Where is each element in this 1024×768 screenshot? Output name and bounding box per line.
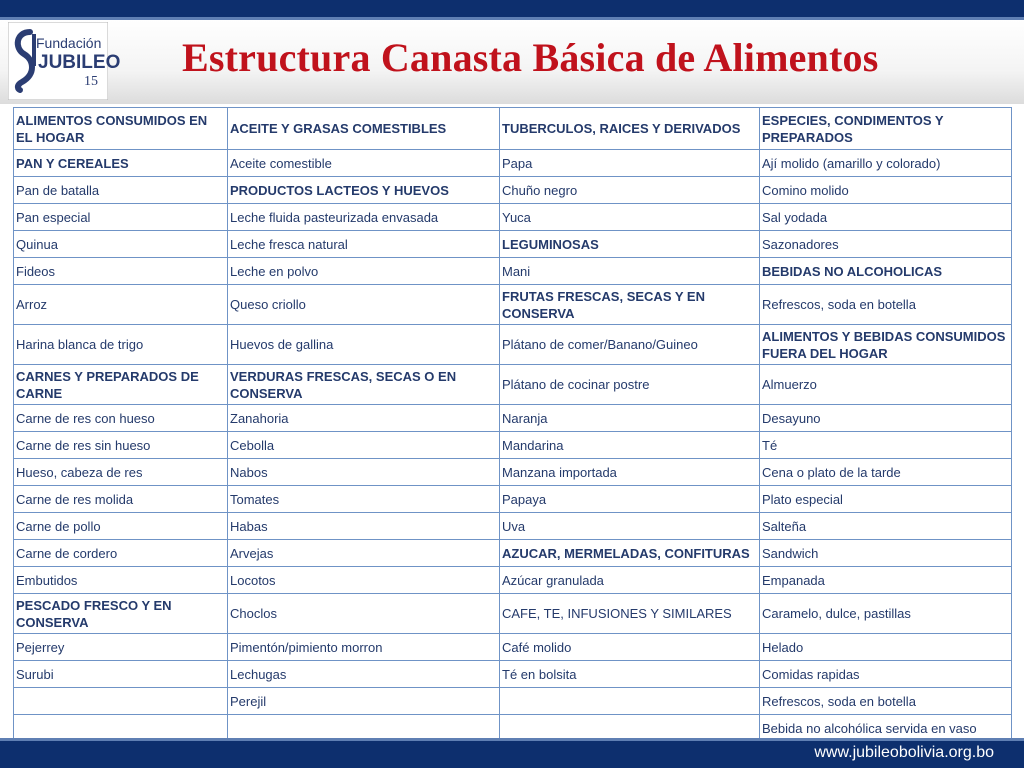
footer-url: www.jubileobolivia.org.bo xyxy=(814,744,994,761)
table-cell: Café molido xyxy=(500,634,760,661)
table-cell: Leche fluida pasteurizada envasada xyxy=(228,204,500,231)
table-cell: Habas xyxy=(228,513,500,540)
table-cell: Carne de pollo xyxy=(14,513,228,540)
table-cell: Nabos xyxy=(228,459,500,486)
table-row xyxy=(14,204,1012,231)
table-cell: Plátano de cocinar postre xyxy=(500,365,760,405)
table-row xyxy=(14,150,1012,177)
logo-text-fundacion: Fundación xyxy=(36,35,102,51)
table-cell: Té xyxy=(760,432,1012,459)
table-cell: PRODUCTOS LACTEOS Y HUEVOS xyxy=(228,177,500,204)
table-row xyxy=(14,594,1012,634)
table-cell: Arroz xyxy=(14,285,228,325)
table-cell: Carne de res molida xyxy=(14,486,228,513)
table-cell: Carne de res con hueso xyxy=(14,405,228,432)
table-cell: Zanahoria xyxy=(228,405,500,432)
table-cell: Sandwich xyxy=(760,540,1012,567)
table-cell: Plato especial xyxy=(760,486,1012,513)
table-cell: Naranja xyxy=(500,405,760,432)
table-cell: PESCADO FRESCO Y EN CONSERVA xyxy=(14,594,228,634)
food-basket-table xyxy=(13,107,1012,742)
table-cell: Ají molido (amarillo y colorado) xyxy=(760,150,1012,177)
table-header-row xyxy=(14,108,1012,150)
table-cell: CARNES Y PREPARADOS DE CARNE xyxy=(14,365,228,405)
table-cell: Mandarina xyxy=(500,432,760,459)
table-cell: ALIMENTOS CONSUMIDOS EN EL HOGAR xyxy=(14,108,228,150)
table-cell xyxy=(14,688,228,715)
table-cell: ESPECIES, CONDIMENTOS Y PREPARADOS xyxy=(760,108,1012,150)
table-cell: Yuca xyxy=(500,204,760,231)
logo-text-years: 15 xyxy=(84,74,98,89)
table-cell: Locotos xyxy=(228,567,500,594)
table-row xyxy=(14,634,1012,661)
table-cell: Comidas rapidas xyxy=(760,661,1012,688)
logo-text-jubileo: JUBILEO xyxy=(38,52,121,73)
table-cell: Arvejas xyxy=(228,540,500,567)
table-cell: Lechugas xyxy=(228,661,500,688)
table-row xyxy=(14,432,1012,459)
table-cell: Surubi xyxy=(14,661,228,688)
table-cell: Queso criollo xyxy=(228,285,500,325)
table-row xyxy=(14,405,1012,432)
table-cell: Chuño negro xyxy=(500,177,760,204)
food-basket-table-wrap xyxy=(13,107,1011,742)
table-cell: Bebida no alcohólica servida en vaso xyxy=(760,715,1012,742)
table-cell: Aceite comestible xyxy=(228,150,500,177)
table-cell: Sazonadores xyxy=(760,231,1012,258)
table-cell: LEGUMINOSAS xyxy=(500,231,760,258)
fundacion-jubileo-logo xyxy=(8,22,121,100)
page-title: Estructura Canasta Básica de Alimentos xyxy=(182,35,879,80)
table-cell: Papa xyxy=(500,150,760,177)
table-cell: Comino molido xyxy=(760,177,1012,204)
table-row xyxy=(14,661,1012,688)
table-cell: AZUCAR, MERMELADAS, CONFITURAS xyxy=(500,540,760,567)
table-cell: Carne de cordero xyxy=(14,540,228,567)
table-cell: Sal yodada xyxy=(760,204,1012,231)
table-row xyxy=(14,513,1012,540)
table-row xyxy=(14,567,1012,594)
table-cell: ACEITE Y GRASAS COMESTIBLES xyxy=(228,108,500,150)
table-cell: Cena o plato de la tarde xyxy=(760,459,1012,486)
table-cell: Choclos xyxy=(228,594,500,634)
table-cell: Caramelo, dulce, pastillas xyxy=(760,594,1012,634)
table-row xyxy=(14,459,1012,486)
table-cell: Salteña xyxy=(760,513,1012,540)
table-row xyxy=(14,365,1012,405)
table-row xyxy=(14,486,1012,513)
top-band xyxy=(0,0,1024,20)
table-cell: Perejil xyxy=(228,688,500,715)
table-row xyxy=(14,325,1012,365)
table-cell: Uva xyxy=(500,513,760,540)
table-cell: BEBIDAS NO ALCOHOLICAS xyxy=(760,258,1012,285)
table-cell: Leche en polvo xyxy=(228,258,500,285)
table-cell: ALIMENTOS Y BEBIDAS CONSUMIDOS FUERA DEL HOGAR xyxy=(760,325,1012,365)
table-cell: Azúcar granulada xyxy=(500,567,760,594)
table-cell: Plátano de comer/Banano/Guineo xyxy=(500,325,760,365)
table-cell: Harina blanca de trigo xyxy=(14,325,228,365)
table-cell: Embutidos xyxy=(14,567,228,594)
table-cell: Manzana importada xyxy=(500,459,760,486)
table-cell: Desayuno xyxy=(760,405,1012,432)
table-cell: Almuerzo xyxy=(760,365,1012,405)
table-cell: CAFE, TE, INFUSIONES Y SIMILARES xyxy=(500,594,760,634)
table-cell: Pan de batalla xyxy=(14,177,228,204)
table-cell: Quinua xyxy=(14,231,228,258)
table-cell: TUBERCULOS, RAICES Y DERIVADOS xyxy=(500,108,760,150)
table-cell: Hueso, cabeza de res xyxy=(14,459,228,486)
table-cell: Carne de res sin hueso xyxy=(14,432,228,459)
table-cell: Papaya xyxy=(500,486,760,513)
table-row xyxy=(14,231,1012,258)
table-cell: Té en bolsita xyxy=(500,661,760,688)
table-cell: Empanada xyxy=(760,567,1012,594)
table-cell: Refrescos, soda en botella xyxy=(760,688,1012,715)
table-row xyxy=(14,540,1012,567)
table-cell: Fideos xyxy=(14,258,228,285)
table-cell: Pimentón/pimiento morron xyxy=(228,634,500,661)
bottom-band xyxy=(0,738,1024,768)
table-cell: FRUTAS FRESCAS, SECAS Y EN CONSERVA xyxy=(500,285,760,325)
table-cell xyxy=(500,688,760,715)
table-row xyxy=(14,285,1012,325)
table-row xyxy=(14,688,1012,715)
table-cell: Helado xyxy=(760,634,1012,661)
table-cell: VERDURAS FRESCAS, SECAS O EN CONSERVA xyxy=(228,365,500,405)
table-cell: Pan especial xyxy=(14,204,228,231)
table-cell: Leche fresca natural xyxy=(228,231,500,258)
table-cell: Cebolla xyxy=(228,432,500,459)
table-row xyxy=(14,177,1012,204)
table-row xyxy=(14,258,1012,285)
table-cell: PAN Y CEREALES xyxy=(14,150,228,177)
table-cell: Refrescos, soda en botella xyxy=(760,285,1012,325)
table-cell: Mani xyxy=(500,258,760,285)
table-cell: Tomates xyxy=(228,486,500,513)
table-cell: Huevos de gallina xyxy=(228,325,500,365)
table-cell: Pejerrey xyxy=(14,634,228,661)
